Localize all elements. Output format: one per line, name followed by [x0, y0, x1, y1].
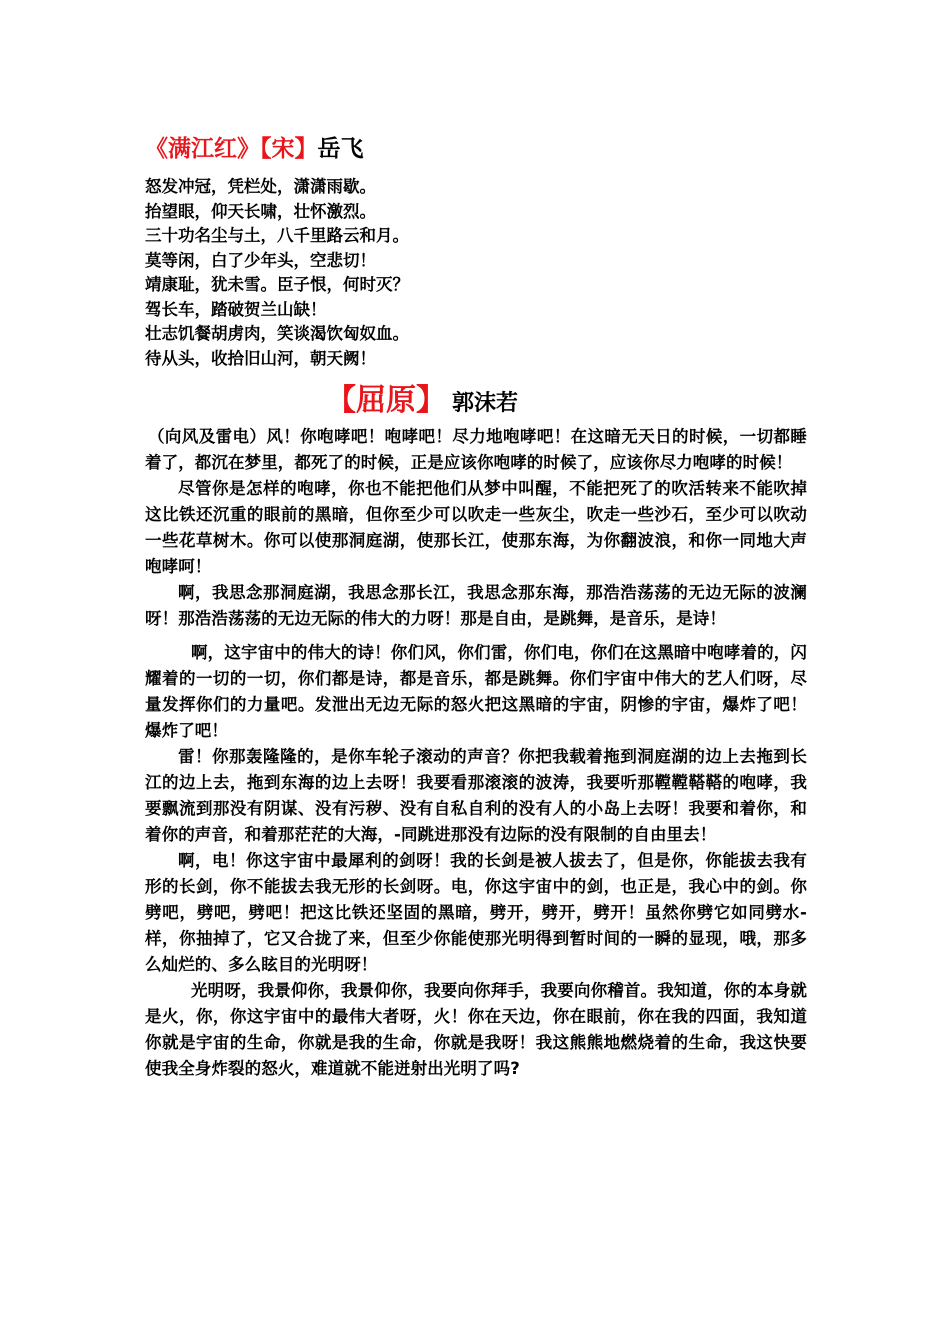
- prose-paragraph: 啊，我思念那洞庭湖，我思念那长江，我思念那东海，那浩浩荡荡的无边无际的波澜呀！那浩浩荡荡的无边无际的伟大的力呀！那是自由，是跳舞，是音乐，是诗！: [145, 583, 807, 628]
- poem-author: 岳飞: [317, 136, 364, 162]
- poem-line: 驾长车，踏破贺兰山缺！: [145, 299, 327, 319]
- prose-paragraph: （向风及雷电）风！你咆哮吧！咆哮吧！尽力地咆哮吧！在这暗无天日的时候，一切都睡着了，都沉在梦里，都死了的时候，正是应该你咆哮的时候了，应该你尽力咆哮的时候！: [145, 427, 807, 472]
- work-author: 郭沫若: [452, 391, 519, 416]
- poem-line: 莫等闲，白了少年头，空悲切！: [145, 250, 376, 270]
- poem-line: 怒发冲冠，凭栏处，潇潇雨歇。: [145, 177, 376, 196]
- prose-paragraph: 雷！你那轰隆隆的，是你车轮子滚动的声音？你把我载着拖到洞庭湖的边上去拖到长江的边上去，拖到东海的边上去呀！我要看那滚滚的波涛，我要听那鞺鞺鞳鞳的咆哮，我要飘流到那没有阴谋、没有污秽、没有自私自利的没有人的小岛上去呀！我要和着你，和着你的声音，和着那茫茫的大海，-同跳进那没有边际的没有限制的自由里去！: [145, 747, 807, 844]
- prose-paragraph: 啊，这宇宙中的伟大的诗！你们风，你们雷，你们电，你们在这黑暗中咆哮着的，闪耀着的一切的一切，你们都是诗，都是音乐，都是跳舞。你们宇宙中伟大的艺人们呀，尽量发挥你们的力量吧。发泄出无边无际的怒火把这黑暗的宇宙，阴惨的宇宙，爆炸了吧！爆炸了吧！: [145, 643, 807, 740]
- poem-line: 三十功名尘与土，八千里路云和月。: [145, 226, 409, 245]
- poem-line: 抬望眼，仰天长啸，壮怀激烈。: [145, 201, 376, 221]
- prose-paragraph: 尽管你是怎样的咆哮，你也不能把他们从梦中叫醒，不能把死了的吹活转来不能吹掉这比铁还沉重的眼前的黑暗，但你至少可以吹走一些灰尘，吹走一些沙石，至少可以吹动一些花草树木。你可以使那洞庭湖，使那长江，使那东海，为你翻波浪，和你一同地大声咆哮呵！: [145, 479, 807, 576]
- poem-line: 待从头，收拾旧山河，朝天阙！: [145, 348, 376, 368]
- poem-line: 靖康耻，犹未雪。臣子恨，何时灭？: [145, 275, 409, 294]
- work-title-heading: [326, 381, 518, 424]
- work-title: 【屈原】: [326, 383, 446, 418]
- poem-body: [145, 175, 805, 371]
- prose-body: [145, 424, 807, 1082]
- prose-paragraph: 光明呀，我景仰你，我景仰你，我要向你拜手，我要向你稽首。我知道，你的本身就是火，你，你这宇宙中的最伟大者呀，火！你在天边，你在眼前，你在我的四面，我知道你就是宇宙的生命，你就是我的生命，你就是我呀！我这熊熊地燃烧着的生命，我这快要使我全身炸裂的怒火，难道就不能迸射出光明了吗?: [145, 981, 807, 1078]
- poem-line: 壮志饥餐胡虏肉，笑谈渴饮匈奴血。: [145, 324, 409, 343]
- poem-title: 《满江红》【宋】: [145, 136, 318, 162]
- prose-paragraph: 啊，电！你这宇宙中最犀利的剑呀！我的长剑是被人拔去了，但是你，你能拔去我有形的长剑，你不能拔去我无形的长剑呀。电，你这宇宙中的剑，也正是，我心中的剑。你劈吧，劈吧，劈吧！把这比铁还坚固的黑暗，劈开，劈开，劈开！虽然你劈它如同劈水-样，你抽掉了，它又合拢了来，但至少你能使那光明得到暂时间的一瞬的显现，哦，那多么灿烂的、多么眩目的光明呀！: [145, 851, 807, 974]
- poem-title-heading: [145, 133, 364, 165]
